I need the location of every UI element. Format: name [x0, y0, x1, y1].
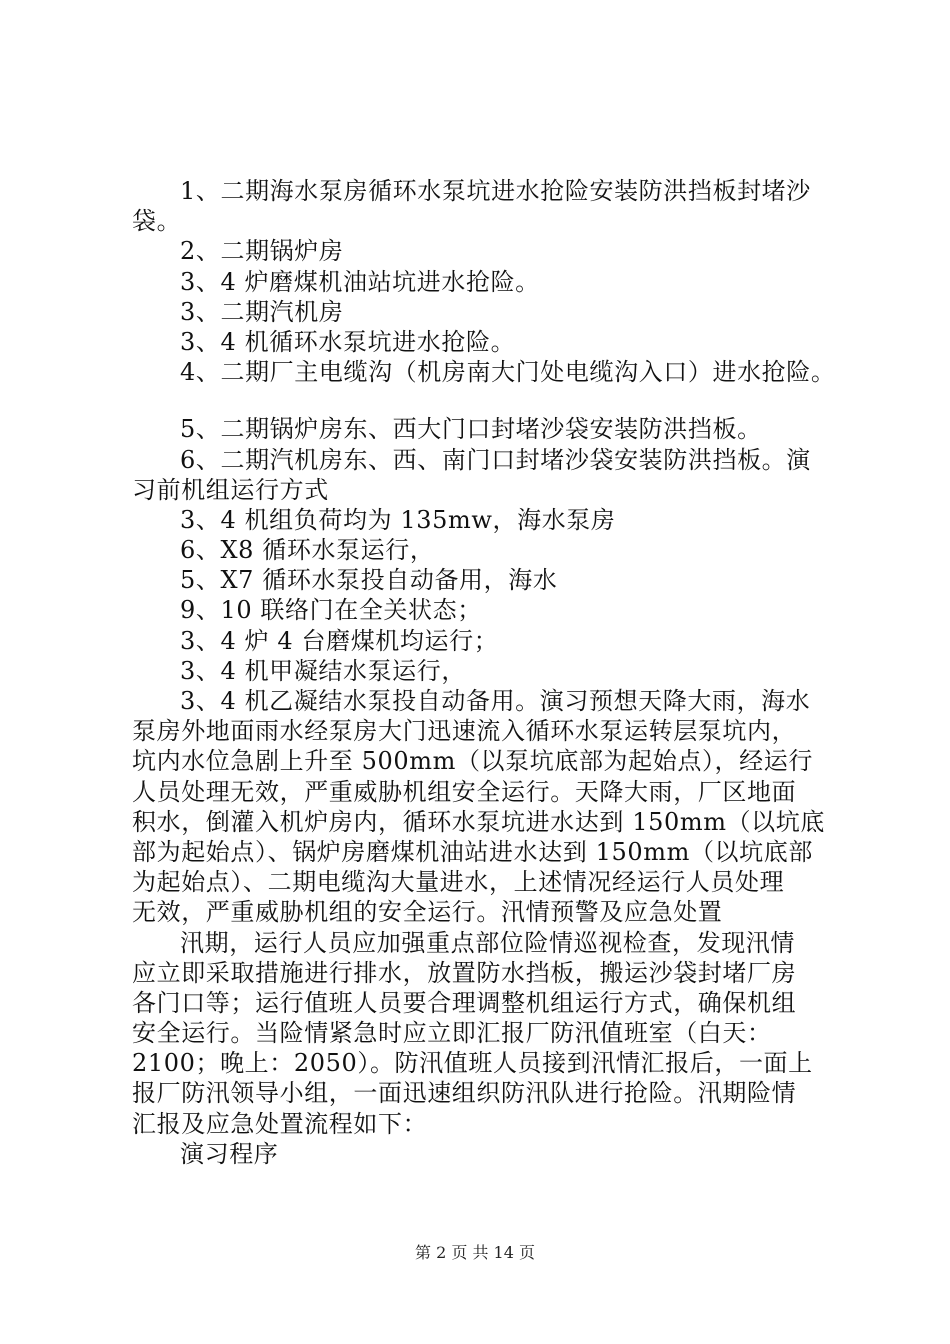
paragraph-line: 习前机组运行方式	[132, 475, 329, 504]
paragraph-line: 9、10 联络门在全关状态；	[180, 596, 482, 625]
paragraph-line: 5、二期锅炉房东、西大门口封堵沙袋安装防洪挡板。	[180, 415, 762, 444]
paragraph-line: 汇报及应急处置流程如下：	[132, 1109, 428, 1138]
paragraph-line: 3、4 炉 4 台磨煤机均运行；	[180, 626, 499, 655]
paragraph-line: 无效，严重威胁机组的安全运行。汛情预警及应急处置	[132, 898, 723, 927]
paragraph-line: 为起始点）、二期电缆沟大量进水，上述情况经运行人员处理	[132, 868, 785, 897]
paragraph-line: 3、4 机乙凝结水泵投自动备用。演习预想天降大雨，海水	[180, 687, 811, 715]
document-body	[132, 176, 836, 1169]
paragraph-line: 2、二期锅炉房	[180, 237, 344, 266]
paragraph-line: 1、二期海水泵房循环水泵坑进水抢险安装防洪挡板封堵沙	[180, 177, 811, 205]
paragraph-line: 演习程序	[180, 1139, 279, 1168]
paragraph-line: 坑内水位急剧上升至 500mm（以泵坑底部为起始点），经运行	[132, 747, 813, 776]
paragraph-line: 泵房外地面雨水经泵房大门迅速流入循环水泵运转层泵坑内，	[132, 717, 797, 746]
paragraph-line: 6、二期汽机房东、西、南门口封堵沙袋安装防洪挡板。演	[180, 445, 811, 474]
paragraph-line: 6、X8 循环水泵运行，	[180, 536, 435, 565]
paragraph-line: 汛期，运行人员应加强重点部位险情巡视检查，发现汛情	[180, 928, 795, 957]
paragraph-line: 各门口等；运行值班人员要合理调整机组运行方式，确保机组	[132, 988, 797, 1017]
paragraph-line: 3、4 机组负荷均为 135mw，海水泵房	[180, 505, 616, 534]
paragraph-line: 2100；晚上：2050）。防汛值班人员接到汛情汇报后，一面上	[132, 1049, 813, 1078]
paragraph-line: 部为起始点）、锅炉房磨煤机油站进水达到 150mm（以坑底部	[132, 837, 813, 866]
paragraph-line: 5、X7 循环水泵投自动备用，海水	[180, 566, 558, 595]
paragraph-line: 3、4 炉磨煤机油站坑进水抢险。	[180, 267, 540, 296]
paragraph-line: 3、4 机甲凝结水泵运行，	[180, 656, 466, 685]
paragraph-line: 3、4 机循环水泵坑进水抢险。	[180, 327, 516, 356]
paragraph-line: 应立即采取措施进行排水，放置防水挡板，搬运沙袋封堵厂房	[132, 958, 797, 987]
page-number: 第 2 页 共 14 页	[415, 1243, 535, 1262]
paragraph-line: 3、二期汽机房	[180, 297, 344, 326]
paragraph-gap	[132, 387, 832, 414]
paragraph-line: 人员处理无效，严重威胁机组安全运行。天降大雨，厂区地面	[132, 777, 797, 806]
paragraph-line: 积水，倒灌入机炉房内，循环水泵坑进水达到 150mm（以坑底	[132, 807, 825, 836]
paragraph-line: 4、二期厂主电缆沟（机房南大门处电缆沟入口）进水抢险。	[180, 358, 836, 387]
paragraph-line: 安全运行。当险情紧急时应立即汇报厂防汛值班室（白天：	[132, 1019, 772, 1048]
paragraph-line: 袋。	[132, 207, 182, 236]
paragraph-line: 报厂防汛领导小组，一面迅速组织防汛队进行抢险。汛期险情	[132, 1079, 797, 1108]
